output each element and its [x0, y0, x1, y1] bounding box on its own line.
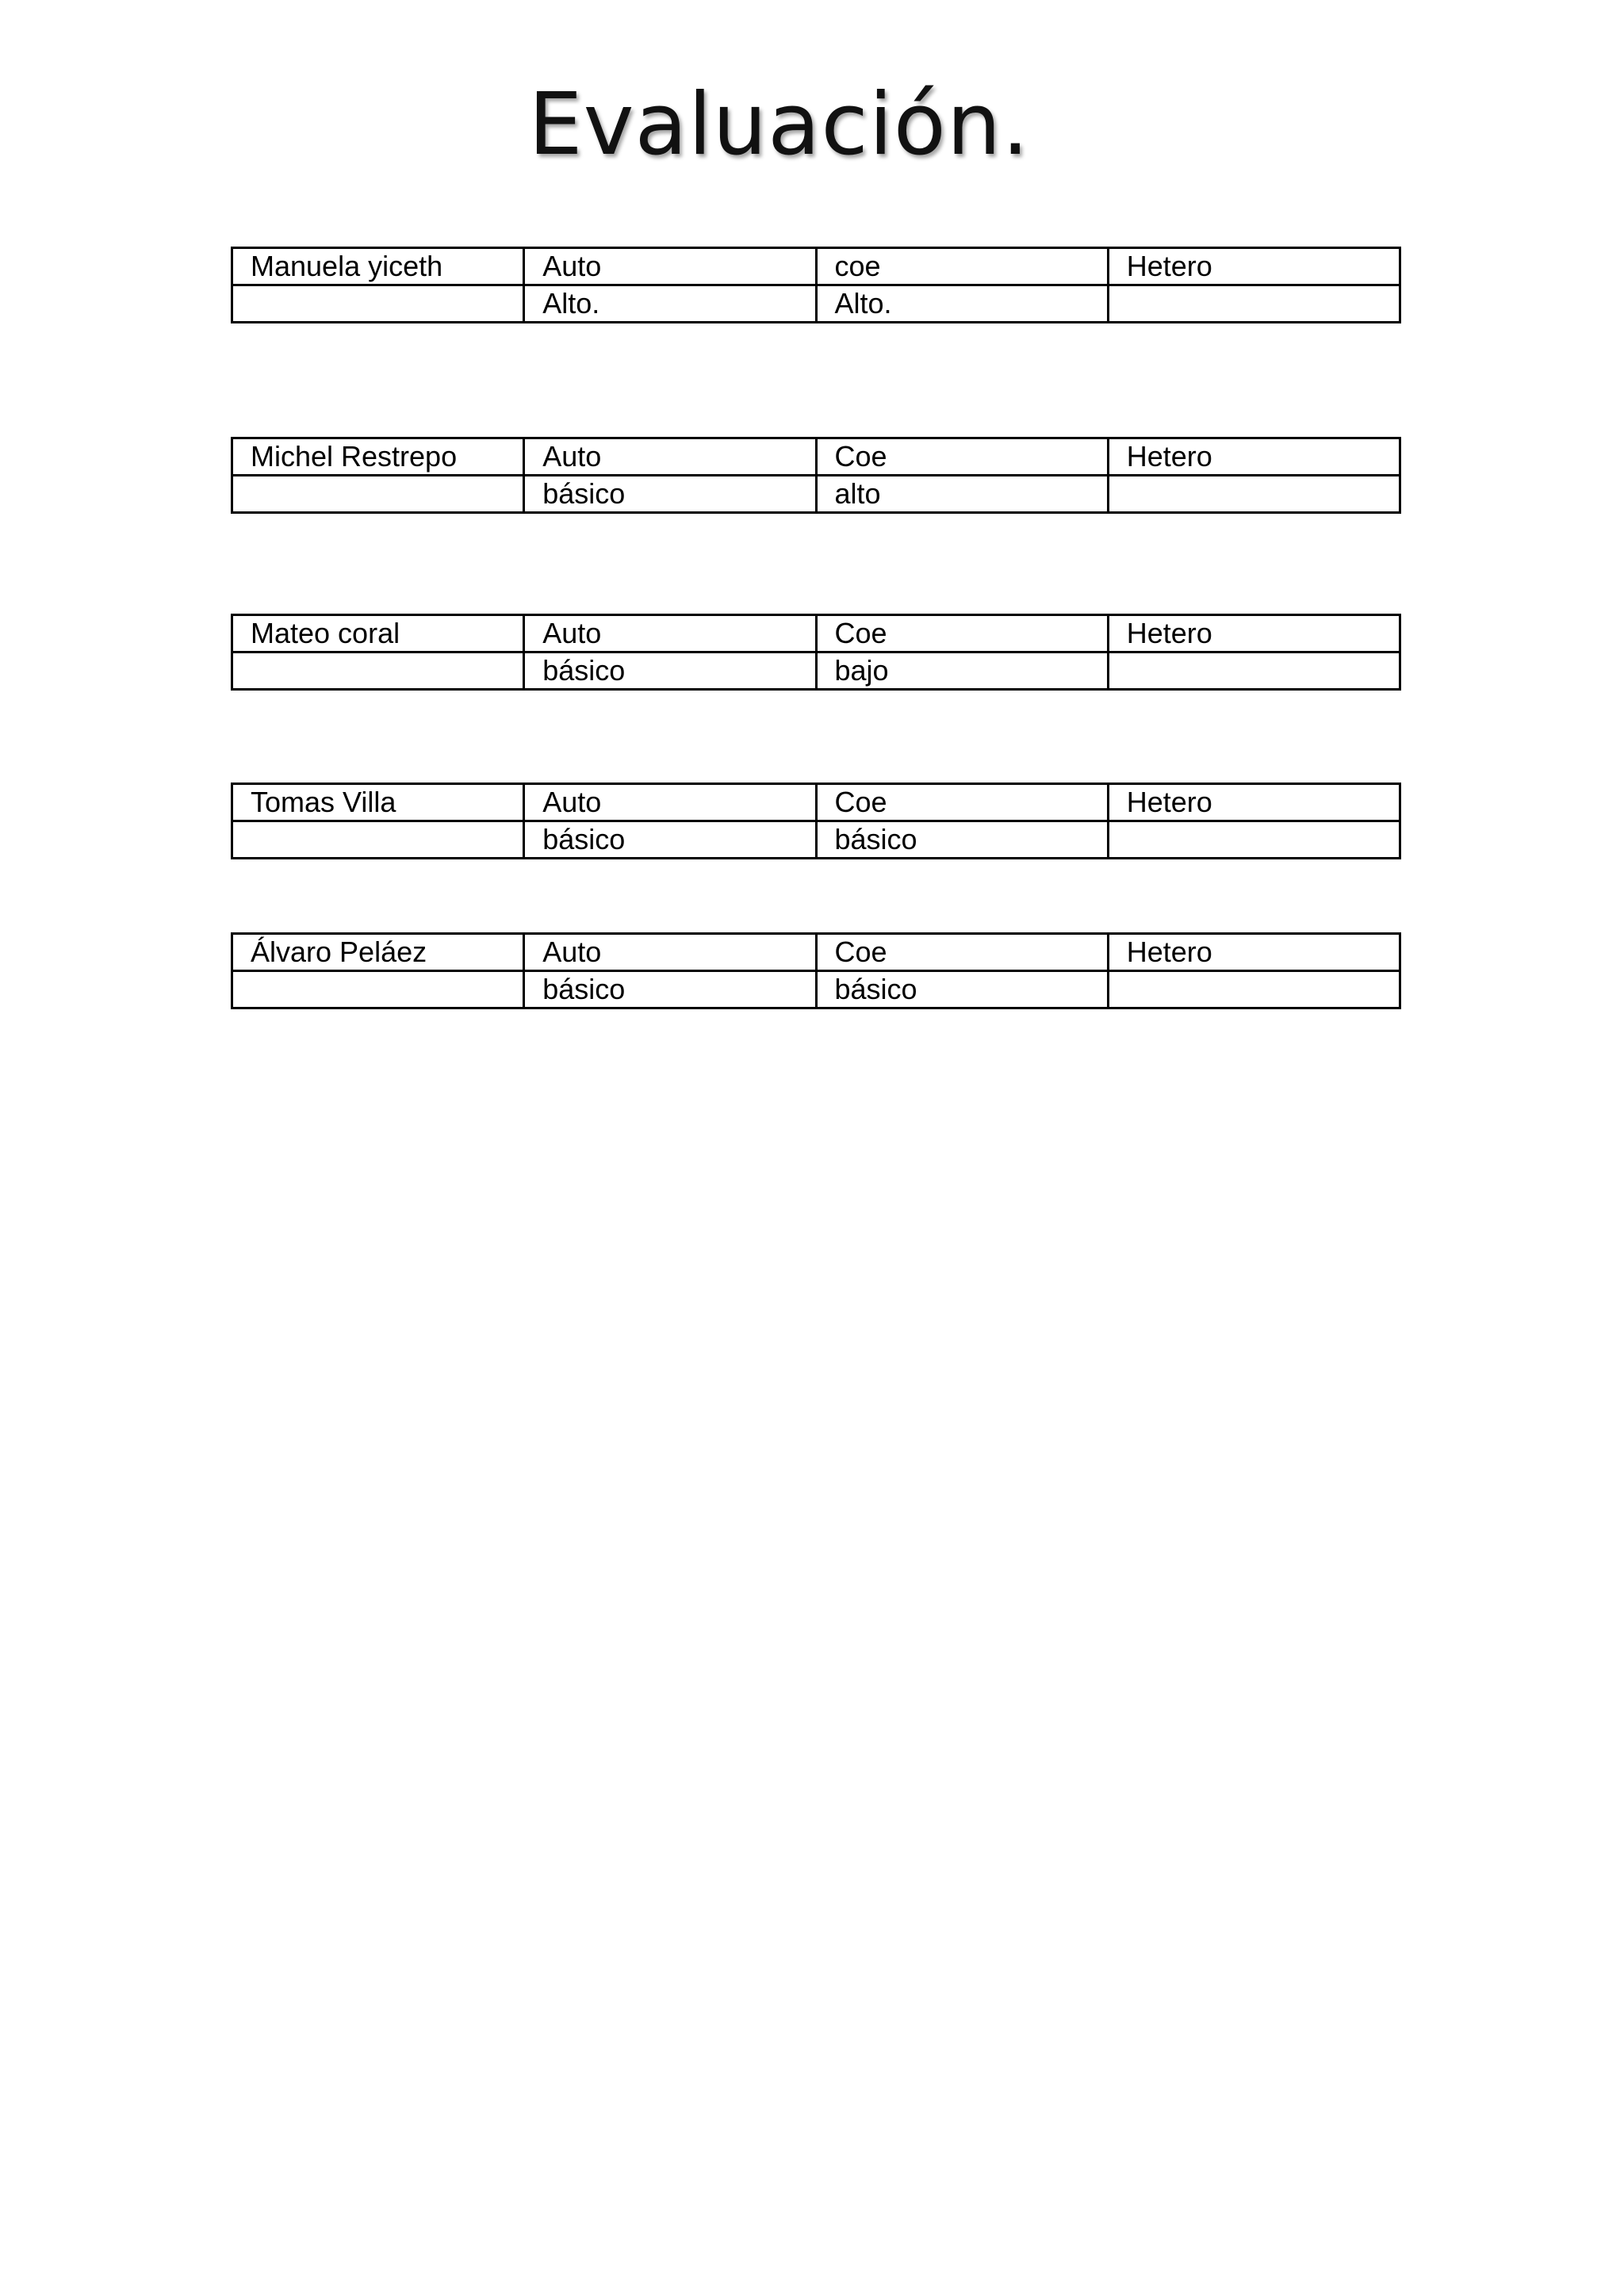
evaluation-table [231, 247, 1401, 323]
coe-header-cell: Coe [816, 438, 1108, 476]
table-row [232, 615, 1400, 652]
student-name-cell: Michel Restrepo [232, 438, 524, 476]
coe-value-cell: básico [816, 821, 1108, 859]
empty-cell [232, 971, 524, 1008]
coe-value-cell: básico [816, 971, 1108, 1008]
table-row [232, 934, 1400, 971]
evaluation-table [231, 614, 1401, 691]
table-row [232, 971, 1400, 1008]
hetero-value-cell [1108, 285, 1400, 323]
coe-header-cell: Coe [816, 934, 1108, 971]
evaluation-table [231, 437, 1401, 514]
coe-header-cell: Coe [816, 784, 1108, 821]
auto-header-cell: Auto [524, 438, 816, 476]
page-title: Evaluación. [528, 75, 1030, 174]
student-name-cell: Álvaro Peláez [232, 934, 524, 971]
hetero-header-cell: Hetero [1108, 248, 1400, 285]
auto-header-cell: Auto [524, 784, 816, 821]
evaluation-table [231, 932, 1401, 1009]
coe-value-cell: Alto. [816, 285, 1108, 323]
auto-value-cell: Alto. [524, 285, 816, 323]
empty-cell [232, 652, 524, 690]
auto-value-cell: básico [524, 476, 816, 513]
student-name-cell: Mateo coral [232, 615, 524, 652]
table-row [232, 438, 1400, 476]
auto-value-cell: básico [524, 971, 816, 1008]
table-row [232, 285, 1400, 323]
hetero-value-cell [1108, 476, 1400, 513]
coe-value-cell: bajo [816, 652, 1108, 690]
hetero-header-cell: Hetero [1108, 438, 1400, 476]
hetero-value-cell [1108, 821, 1400, 859]
hetero-value-cell [1108, 652, 1400, 690]
table-row [232, 821, 1400, 859]
empty-cell [232, 476, 524, 513]
table-row [232, 652, 1400, 690]
auto-header-cell: Auto [524, 248, 816, 285]
auto-header-cell: Auto [524, 615, 816, 652]
table-row [232, 248, 1400, 285]
hetero-value-cell [1108, 971, 1400, 1008]
student-name-cell: Tomas Villa [232, 784, 524, 821]
hetero-header-cell: Hetero [1108, 934, 1400, 971]
hetero-header-cell: Hetero [1108, 615, 1400, 652]
coe-value-cell: alto [816, 476, 1108, 513]
auto-header-cell: Auto [524, 934, 816, 971]
auto-value-cell: básico [524, 652, 816, 690]
empty-cell [232, 285, 524, 323]
evaluation-table [231, 783, 1401, 859]
coe-header-cell: Coe [816, 615, 1108, 652]
auto-value-cell: básico [524, 821, 816, 859]
table-row [232, 784, 1400, 821]
table-row [232, 476, 1400, 513]
student-name-cell: Manuela yiceth [232, 248, 524, 285]
coe-header-cell: coe [816, 248, 1108, 285]
hetero-header-cell: Hetero [1108, 784, 1400, 821]
empty-cell [232, 821, 524, 859]
